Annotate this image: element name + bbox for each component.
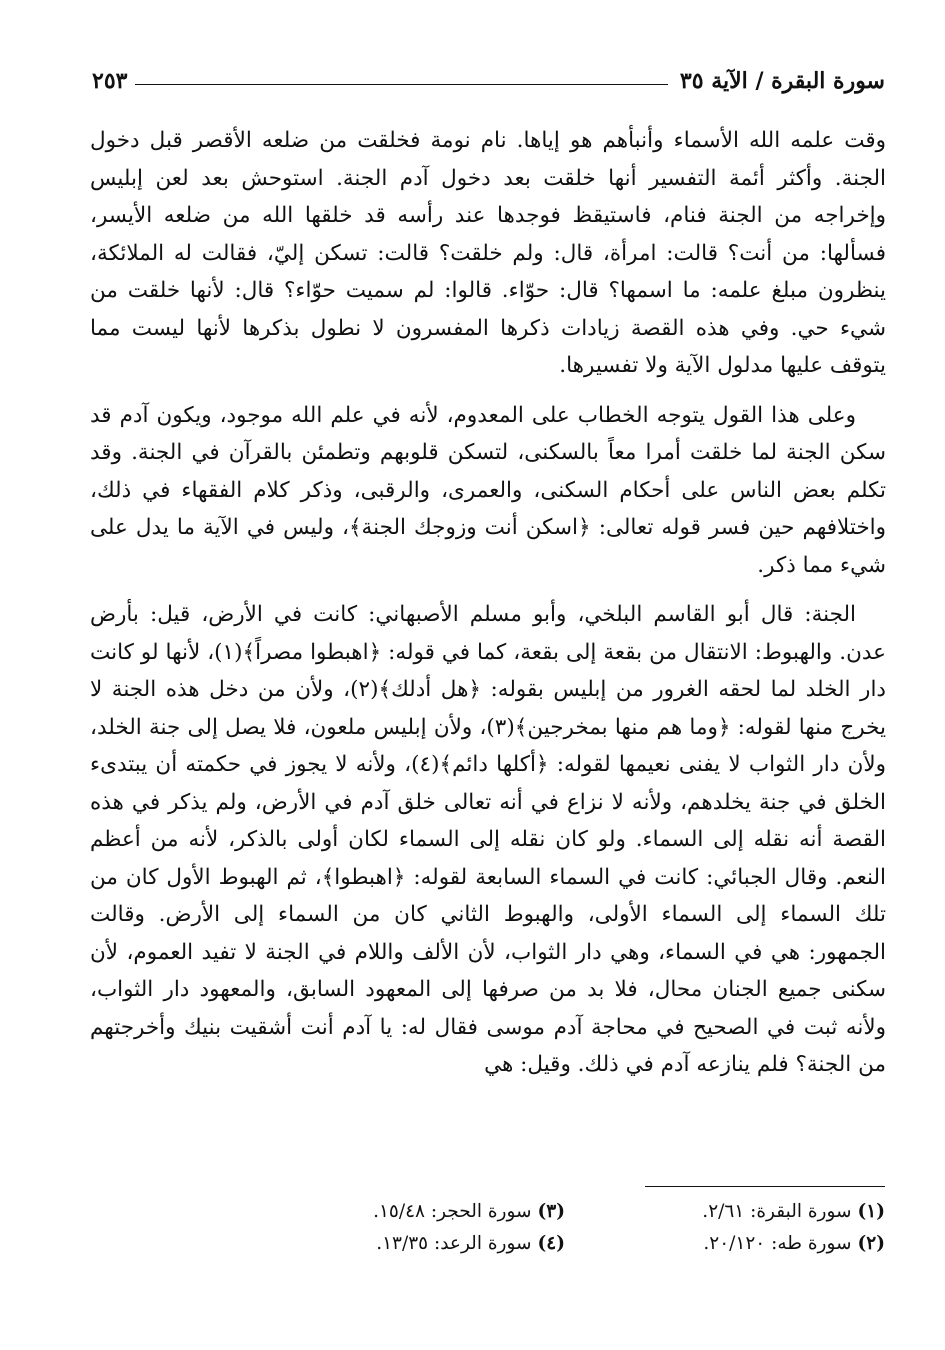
footnote-number: (٣) [537,1201,565,1222]
footnotes [285,1198,885,1258]
paragraph-2: وعلى هذا القول يتوجه الخطاب على المعدوم، لأنه في علم الله موجود، ويكون آدم قد سكن الجنة لما خلقت أمرا معاً بالسكنى، لتسكن قلوبهم وتطمئن بالقرآن في الجنة. وقد تكلم بعض الناس على أحكام السكنى، والعمرى، والرقبى، وذكر كلام الفقهاء في ذلك، واختلافهم حين فسر قوله تعالى: ﴿اسكن أنت وزوجك الجنة﴾، وليس في الآية ما يدل على شيء مما ذكر. [90,402,886,578]
paragraph-1: وقت علمه الله الأسماء وأنبأهم هو إياها. نام نومة فخلقت من ضلعه الأقصر قبل دخول الجنة. وأكثر أئمة التفسير أنها خلقت بعد دخول آدم الجنة. استوحش بعد لعن إبليس وإخراجه من الجنة فنام، فاستيقظ فوجدها عند رأسه قد خلقها الله من ضلعه الأيسر، فسألها: من أنت؟ قالت: امرأة، قال: ولم خلقت؟ قالت: تسكن إليّ، فقالت له الملائكة، ينظرون مبلغ علمه: ما اسمها؟ قال: حوّاء. قالوا: لم سميت حوّاء؟ قال: لأنها خلقت من شيء حي. وفي هذه القصة زيادات ذكرها المفسرون لا نطول بذكرها لأنها ليست مما يتوقف عليها مدلول الآية ولا تفسيرها. [90,128,886,378]
footnote-number: (٤) [537,1233,565,1254]
main-text [90,122,886,1096]
footnote-number: (١) [857,1201,885,1222]
footnote-2 [605,1230,885,1258]
running-header [92,58,885,94]
header-rule [135,84,667,85]
footnote-text: سورة الحجر: ١٥/٤٨. [373,1201,532,1222]
paragraph-3: الجنة: قال أبو القاسم البلخي، وأبو مسلم الأصبهاني: كانت في الأرض، قيل: بأرض عدن. والهبوط: الانتقال من بقعة إلى بقعة، كما في قوله: ﴿اهبطوا مصراً﴾(١)، لأنها لو كانت دار الخلد لما لحقه الغرور من إبليس بقوله: ﴿هل أدلك﴾(٢)، ولأن من دخل هذه الجنة لا يخرج منها لقوله: ﴿وما هم منها بمخرجين﴾(٣)، ولأن إبليس ملعون، فلا يصل إلى جنة الخلد، ولأن دار الثواب لا يفنى نعيمها لقوله: ﴿أكلها دائم﴾(٤)، ولأنه لا يجوز في حكمته أن يبتدىء الخلق في جنة يخلدهم، ولأنه لا نزاع في أنه تعالى خلق آدم في الأرض، ولم يذكر في هذه القصة أنه نقله إلى السماء. ولو كان نقله إلى السماء لكان أولى بالذكر، لأنه من أعظم النعم. وقال الجبائي: كانت في السماء السابعة لقوله: ﴿اهبطوا﴾، ثم الهبوط الأول كان من تلك السماء إلى السماء الأولى، والهبوط الثاني كان من السماء إلى الأرض. وقالت الجمهور: هي في السماء، وهي دار الثواب، لأن الألف واللام في الجنة لا تفيد العموم، لأن سكنى جميع الجنان محال، فلا بد من صرفها إلى المعهود السابق، والمعهود دار الثواب، ولأنه ثبت في الصحيح في محاجة آدم موسى فقال له: يا آدم أنت أشقيت بنيك وأخرجتهم من الجنة؟ فلم ينازعه آدم في ذلك. وقيل: هي [90,602,887,1077]
footnote-1 [605,1198,885,1226]
footnote-4 [285,1230,565,1258]
footnote-text: سورة طه: ٢٠/١٢٠. [703,1233,852,1254]
header-title: سورة البقرة / الآية ٣٥ [679,68,885,94]
footnote-3 [285,1198,565,1226]
footnote-text: سورة البقرة: ٢/٦١. [702,1201,852,1222]
footnote-text: سورة الرعد: ١٣/٣٥. [376,1233,532,1254]
footnote-number: (٢) [857,1233,885,1254]
footnote-separator [645,1186,885,1187]
page-number: ٢٥٣ [92,68,128,94]
